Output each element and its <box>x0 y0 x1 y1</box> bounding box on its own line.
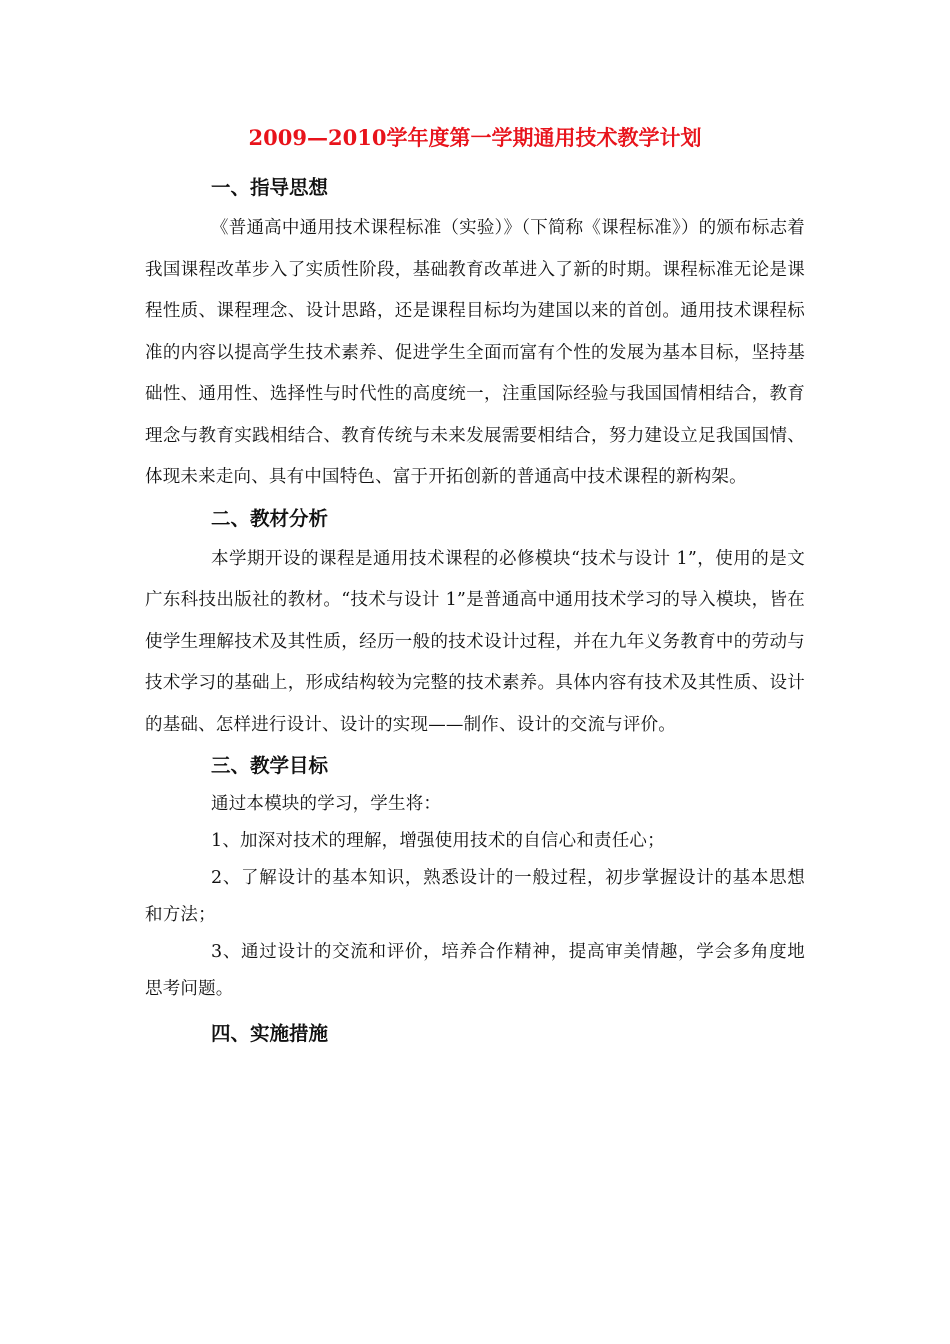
section-heading-guiding-ideology: 一、指导思想 <box>211 176 329 199</box>
document-body <box>145 168 805 1054</box>
document-title: 2009—2010学年度第一学期通用技术教学计划 <box>248 125 702 150</box>
section-heading-teaching-goals: 三、教学目标 <box>211 754 329 777</box>
section-heading-implementation-measures: 四、实施措施 <box>211 1022 329 1045</box>
section-heading-textbook-analysis: 二、教材分析 <box>211 506 329 530</box>
goal-item: 2、了解设计的基本知识，熟悉设计的一般过程，初步掌握设计的基本思想和方法； <box>145 868 805 925</box>
goal-item: 1、加深对技术的理解，增强使用技术的自信心和责任心； <box>211 831 665 851</box>
goal-item: 3、通过设计的交流和评价，培养合作精神，提高审美情趣，学会多角度地思考问题。 <box>145 942 805 999</box>
section-paragraph: 通过本模块的学习，学生将： <box>211 794 442 814</box>
section-paragraph: 本学期开设的课程是通用技术课程的必修模块“技术与设计 1”，使用的是文广东科技出版社的教材。“技术与设计 1”是普通高中通用技术学习的导入模块，皆在使学生理解技术及其性质，经历一般的技术设计过程，并在九年义务教育中的劳动与技术学习的基础上，形成结构较为完整的技术素养。具体内容有技术及其性质、设计的基础、怎样进行设计、设计的实现——制作、设计的交流与评价。 <box>145 548 805 735</box>
section-paragraph: 《普通高中通用技术课程标准（实验）》（下简称《课程标准》）的颁布标志着我国课程改革步入了实质性阶段，基础教育改革进入了新的时期。课程标准无论是课程性质、课程理念、设计思路，还是课程目标均为建国以来的首创。通用技术课程标准的内容以提高学生技术素养、促进学生全面而富有个性的发展为基本目标，坚持基础性、通用性、选择性与时代性的高度统一，注重国际经验与我国国情相结合，教育理念与教育实践相结合、教育传统与未来发展需要相结合，努力建设立足我国国情、体现未来走向、具有中国特色、富于开拓创新的普通高中技术课程的新构架。 <box>145 218 805 487</box>
